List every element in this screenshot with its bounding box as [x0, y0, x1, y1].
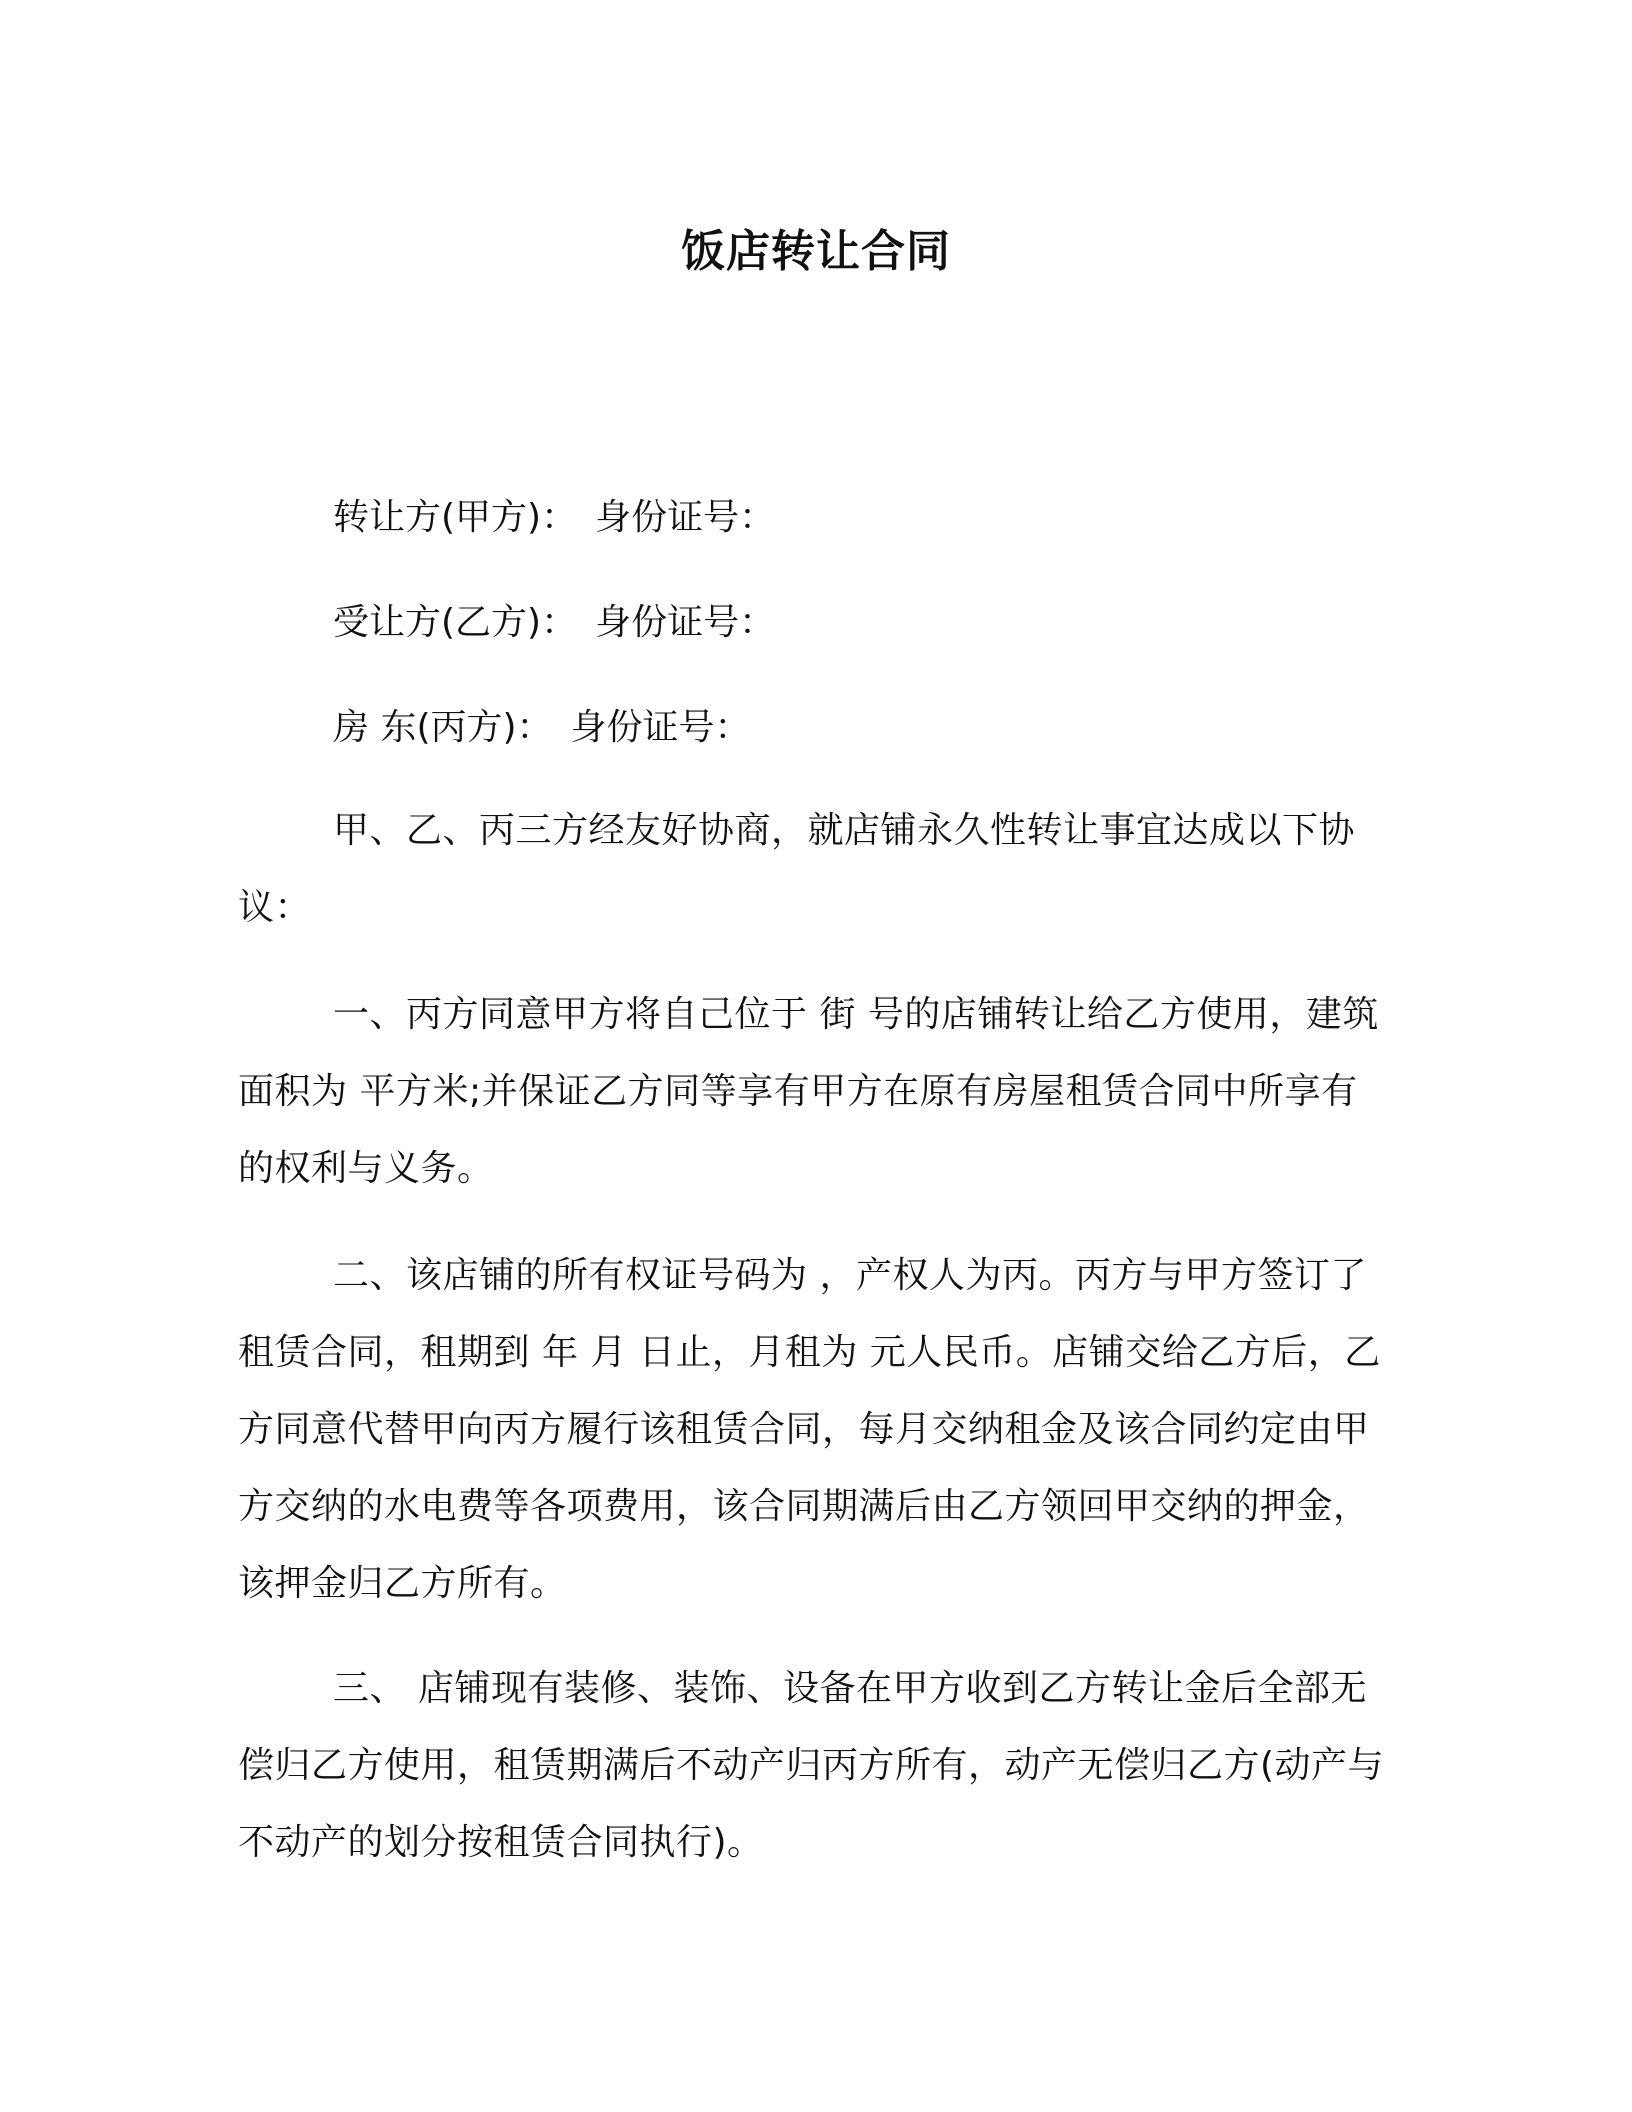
party-role-label: 转让方(甲方)： — [333, 497, 578, 538]
paragraph-clause-2: 二、该店铺的所有权证号码为 ，产权人为丙。丙方与甲方签订了租赁合同，租期到 年 月 日止，月租为 元人民币。店铺交给乙方后，乙方同意代替甲向丙方履行该租赁合同，每月交纳租金及该合同约定由甲方交纳的水电费等各项费用，该合同期满后由乙方领回甲交纳的押金，该押金归乙方所有。 — [238, 1255, 1381, 1604]
party-id-label: 身份证号： — [570, 707, 751, 748]
party-landlord — [333, 698, 751, 758]
clause-2 — [238, 1237, 1388, 1622]
paragraph-clause-3: 三、 店铺现有装修、装饰、设备在甲方收到乙方转让金后全部无偿归乙方使用，租赁期满后不动产归丙方所有，动产无偿归乙方(动产与不动产的划分按租赁合同执行)。 — [238, 1668, 1385, 1863]
party-transferor — [333, 488, 775, 548]
party-role-label: 受让方(乙方)： — [333, 602, 578, 643]
document-title: 饭店转让合同 — [681, 226, 951, 277]
clause-1 — [238, 976, 1388, 1207]
party-role-label: 房 东(丙方)： — [333, 707, 553, 748]
party-id-label: 身份证号： — [595, 602, 776, 643]
paragraph-clause-1: 一、丙方同意甲方将自己位于 街 号的店铺转让给乙方使用，建筑面积为 平方米;并保证乙方同等享有甲方在原有房屋租赁合同中所享有的权利与义务。 — [238, 994, 1379, 1189]
party-id-label: 身份证号： — [595, 497, 776, 538]
agreement-intro — [238, 792, 1388, 946]
party-transferee — [333, 593, 775, 653]
clause-3 — [238, 1650, 1388, 1881]
paragraph-intro: 甲、乙、丙三方经友好协商，就店铺永久性转让事宜达成以下协议： — [238, 810, 1356, 928]
